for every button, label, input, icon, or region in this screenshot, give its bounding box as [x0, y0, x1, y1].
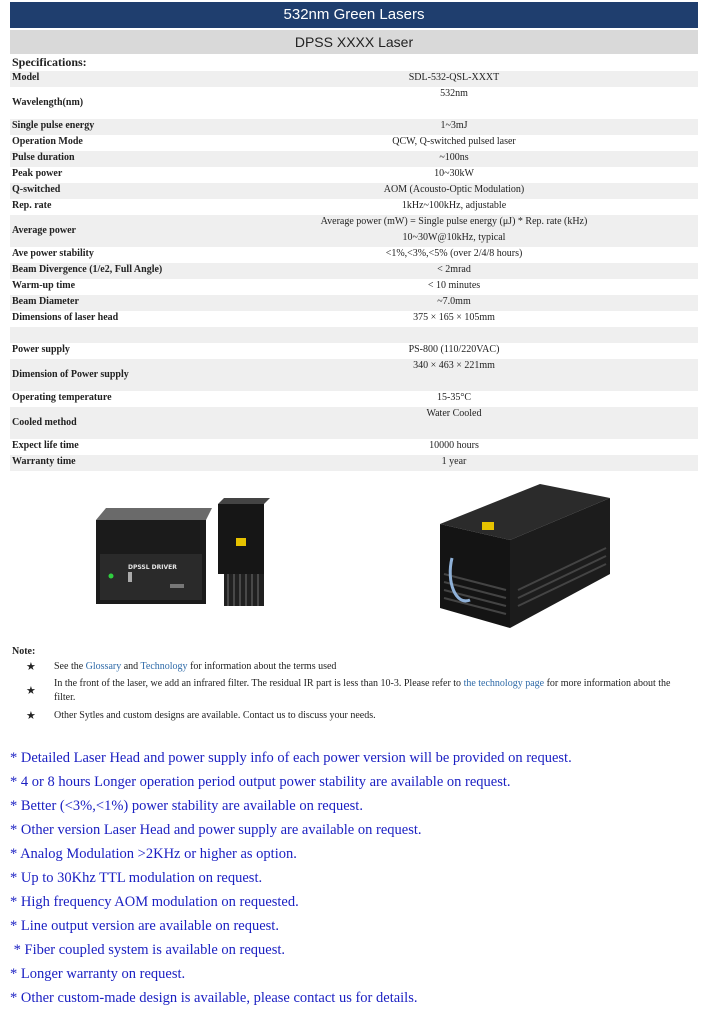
spec-value: 532nm: [440, 88, 468, 99]
spec-row: [10, 135, 698, 151]
request-item: * Analog Modulation >2KHz or higher as option.: [10, 846, 297, 862]
specifications-heading: Specifications:: [12, 55, 87, 69]
spec-label: Beam Diameter: [12, 296, 79, 307]
spec-row: [10, 407, 698, 439]
spec-label: Cooled method: [12, 417, 77, 428]
note-ir-filter: [54, 677, 694, 705]
note-text: and: [121, 661, 141, 672]
spec-row: [10, 279, 698, 295]
spec-label: Operation Mode: [12, 136, 83, 147]
driver-and-head-photo: [88, 496, 288, 636]
spec-row: [10, 311, 698, 327]
spec-row: [10, 359, 698, 391]
request-item: * Line output version are available on request.: [10, 918, 279, 934]
spec-value: Water Cooled: [426, 408, 482, 419]
star-icon: ★: [26, 685, 36, 697]
spec-row: [10, 119, 698, 135]
spec-value: ~7.0mm: [437, 296, 471, 307]
spec-value: 15-35°C: [437, 392, 471, 403]
spec-label: Ave power stability: [12, 248, 94, 259]
driver-label: DPSSL DRIVER: [128, 564, 177, 571]
technology-page-link[interactable]: the technology page: [463, 678, 545, 689]
note-text: See the: [54, 661, 86, 672]
spec-label: Expect life time: [12, 440, 79, 451]
spec-label: Rep. rate: [12, 200, 52, 211]
spec-row: [10, 391, 698, 407]
laser-head-top: [218, 498, 270, 504]
spec-value: PS-800 (110/220VAC): [408, 344, 500, 355]
spec-label: Average power: [12, 225, 76, 236]
request-item: * High frequency AOM modulation on requested.: [10, 894, 299, 910]
technology-link[interactable]: Technology: [140, 661, 188, 672]
spec-row: [10, 455, 698, 471]
spec-label: Model: [12, 72, 40, 83]
spec-row: [10, 343, 698, 359]
spec-row: [10, 87, 698, 119]
spec-value: <1%,<3%,<5% (over 2/4/8 hours): [385, 248, 523, 259]
spec-row: [10, 151, 698, 167]
request-item: * Detailed Laser Head and power supply info of each power version will be provided on request.: [10, 750, 572, 766]
note-glossary: [54, 660, 694, 674]
spec-row: [10, 327, 698, 343]
spec-value: < 2mrad: [437, 264, 471, 275]
request-item: * Other custom-made design is available, please contact us for details.: [10, 990, 418, 1006]
spec-label: Peak power: [12, 168, 63, 179]
request-item: * Other version Laser Head and power supply are available on request.: [10, 822, 422, 838]
spec-value: AOM (Acousto-Optic Modulation): [383, 184, 525, 195]
note-text: In the front of the laser, we add an infrared filter. The residual IR part is less than 10-3. Please refer to: [54, 678, 464, 689]
spec-row: [10, 167, 698, 183]
note-custom-designs: Other Sytles and custom designs are available. Contact us to discuss your needs.: [54, 710, 376, 721]
spec-label: Warranty time: [12, 456, 76, 467]
star-icon: ★: [26, 710, 36, 722]
spec-value: ~100ns: [439, 152, 469, 163]
spec-value: 340 × 463 × 221mm: [413, 360, 495, 371]
spec-value-line2: 10~30W@10kHz, typical: [402, 232, 506, 243]
page-title: 532nm Green Lasers: [10, 2, 698, 28]
spec-row: [10, 263, 698, 279]
product-subtitle: DPSS XXXX Laser: [10, 30, 698, 54]
spec-label: Warm-up time: [12, 280, 76, 291]
spec-label: Wavelength(nm): [12, 97, 84, 108]
spec-label: Dimension of Power supply: [12, 369, 129, 380]
spec-value: 375 × 165 × 105mm: [413, 312, 495, 323]
spec-value: Average power (mW) = Single pulse energy (μJ) * Rep. rate (kHz): [320, 216, 588, 227]
driver-top: [96, 508, 212, 520]
spec-row: [10, 183, 698, 199]
laser-head-photo: [430, 478, 616, 640]
warning-label-icon: [236, 538, 246, 546]
spec-row: [10, 215, 698, 247]
spec-label: Pulse duration: [12, 152, 75, 163]
note-text: for information about the terms used: [187, 661, 337, 672]
spec-value: 10~30kW: [434, 168, 474, 179]
spec-value: 1kHz~100kHz, adjustable: [401, 200, 507, 211]
spec-value: SDL-532-QSL-XXXT: [408, 72, 500, 83]
spec-value: 10000 hours: [429, 440, 479, 451]
note-text: for more information about the filter.: [54, 678, 671, 703]
star-icon: ★: [26, 661, 36, 673]
spec-label: Beam Divergence (1/e2, Full Angle): [12, 264, 163, 275]
request-item: * Better (<3%,<1%) power stability are available on request.: [10, 798, 363, 814]
spec-label: Power supply: [12, 344, 70, 355]
spec-value: 1~3mJ: [440, 120, 468, 131]
spec-value: QCW, Q-switched pulsed laser: [392, 136, 516, 147]
spec-row: [10, 247, 698, 263]
spec-label: Operating temperature: [12, 392, 112, 403]
spec-label: Dimensions of laser head: [12, 312, 119, 323]
driver-front-panel: [100, 554, 202, 600]
spec-row: [10, 295, 698, 311]
driver-knob: [170, 584, 184, 588]
spec-value: 1 year: [441, 456, 467, 467]
spec-value: < 10 minutes: [427, 280, 481, 291]
key-switch-icon: [128, 572, 132, 582]
glossary-link[interactable]: Glossary: [85, 661, 122, 672]
head-warning-label-icon: [482, 522, 494, 530]
spec-row: [10, 71, 698, 87]
power-led-icon: [109, 574, 114, 579]
request-item: * 4 or 8 hours Longer operation period output power stability are available on request.: [10, 774, 511, 790]
spec-label: Q-switched: [12, 184, 61, 195]
request-item: * Up to 30Khz TTL modulation on request.: [10, 870, 263, 886]
request-item: * Fiber coupled system is available on request.: [10, 942, 286, 958]
request-item: * Longer warranty on request.: [10, 966, 186, 982]
spec-row: [10, 439, 698, 455]
spec-label: Single pulse energy: [12, 120, 95, 131]
note-heading: Note:: [12, 646, 36, 657]
spec-row: [10, 199, 698, 215]
